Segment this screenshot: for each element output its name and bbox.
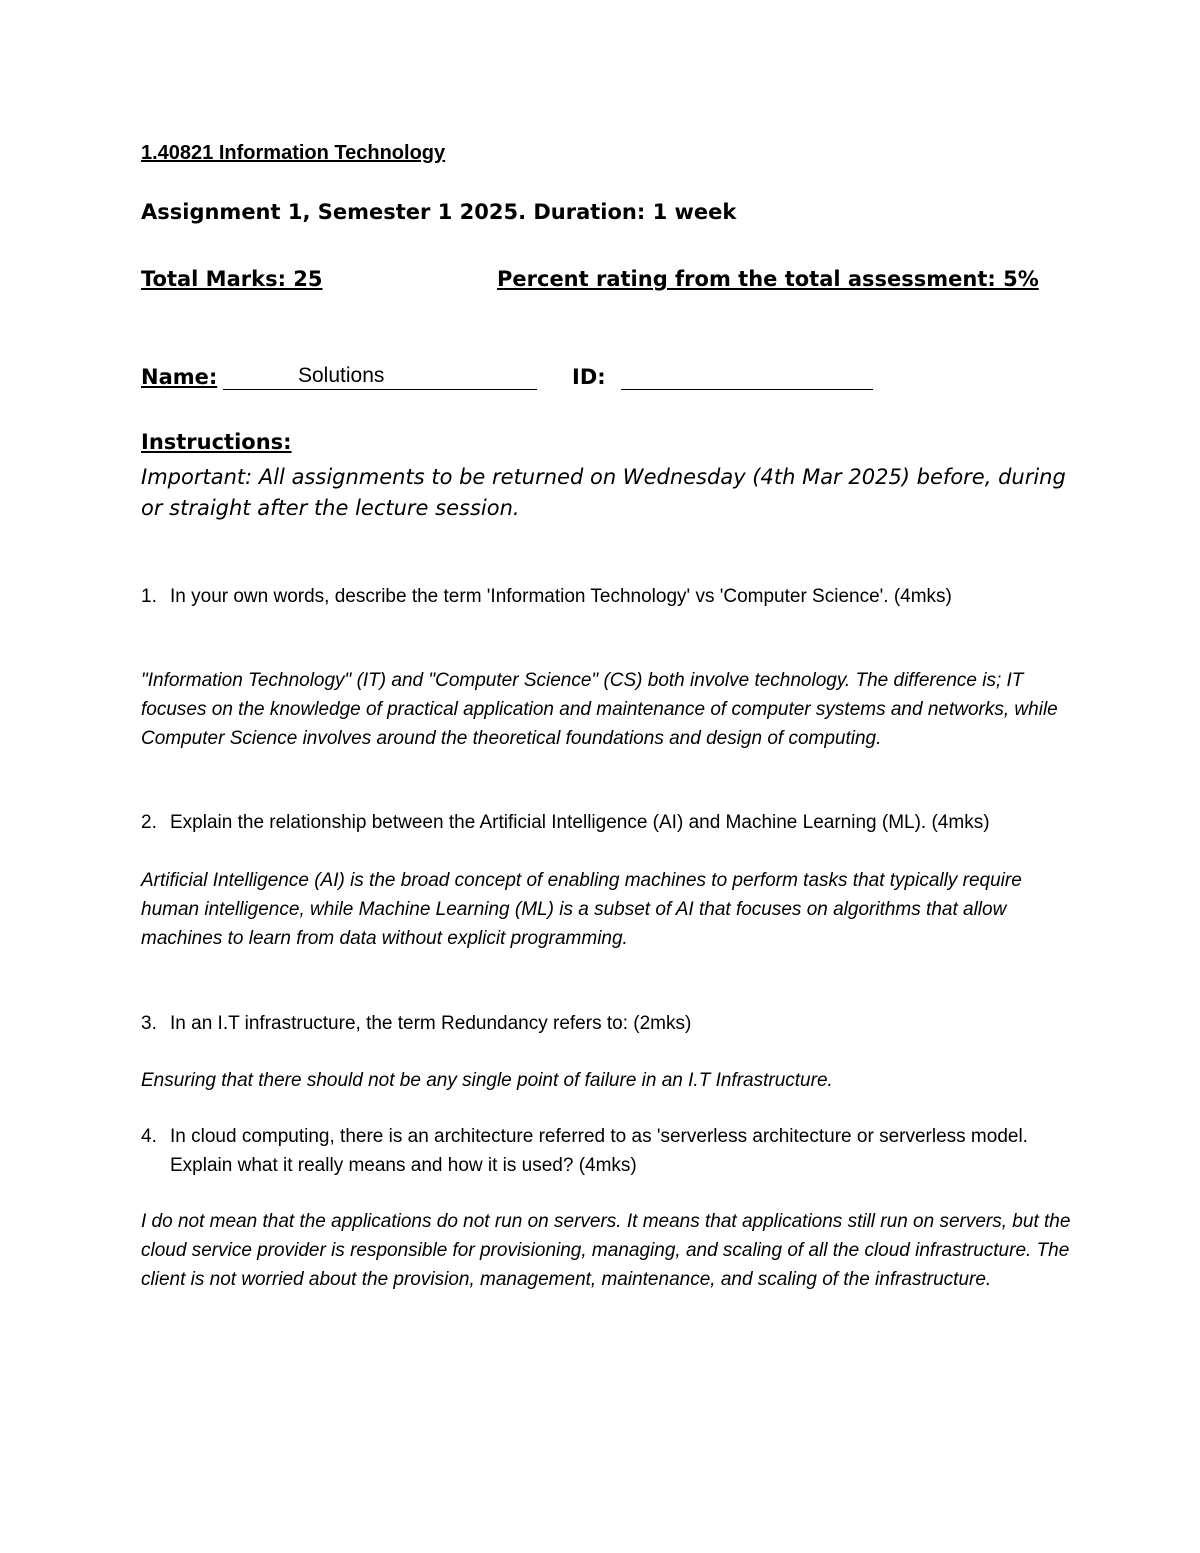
assignment-line: Assignment 1, Semester 1 2025. Duration: 1 week: [141, 200, 737, 224]
instructions-heading: Instructions:: [141, 430, 292, 454]
total-marks: Total Marks: 25: [141, 267, 323, 291]
name-label: Name:: [141, 365, 218, 389]
id-label: ID:: [572, 365, 606, 389]
question-1: [141, 582, 1071, 611]
answer-4: I do not mean that the applications do not run on servers. It means that applications still run on servers, but the cloud service provider is responsible for provisioning, managing, and scaling of all the cloud infrastructure. The client is not worried about the provision, management, maintenance, and scaling of the infrastructure.: [141, 1211, 1071, 1290]
question-text: In cloud computing, there is an architecture referred to as 'serverless architecture or serverless model. Explain what it really means and how it is used? (4mks): [170, 1126, 1028, 1176]
instructions-important: Important: All assignments to be returned on Wednesday (4th Mar 2025) before, during or straight after the lecture session.: [141, 465, 1066, 520]
question-number: 4.: [141, 1126, 157, 1147]
question-number: 1.: [141, 586, 157, 607]
answer-2: Artificial Intelligence (AI) is the broad concept of enabling machines to perform tasks that typically require human intelligence, while Machine Learning (ML) is a subset of AI that focuses on algorithms that allow machines to learn from data without explicit programming.: [141, 870, 1022, 949]
question-text: In your own words, describe the term 'Information Technology' vs 'Computer Science'. (4mks): [170, 586, 952, 607]
id-underline: [621, 389, 873, 390]
question-text: Explain the relationship between the Artificial Intelligence (AI) and Machine Learning (ML). (4mks): [170, 812, 990, 833]
course-title: 1.40821 Information Technology: [141, 142, 446, 164]
question-number: 2.: [141, 812, 157, 833]
name-underline: [223, 389, 537, 390]
answer-1: "Information Technology" (IT) and "Computer Science" (CS) both involve technology. The difference is; IT focuses on the knowledge of practical application and maintenance of computer systems and networks, while Computer Science involves around the theoretical foundations and design of computing.: [141, 670, 1058, 749]
question-3: [141, 1009, 1071, 1038]
question-4: [141, 1122, 1071, 1180]
question-2: [141, 808, 1071, 837]
question-number: 3.: [141, 1013, 157, 1034]
percent-rating: Percent rating from the total assessment: 5%: [497, 267, 1039, 291]
name-value: Solutions: [298, 364, 385, 387]
question-text: In an I.T infrastructure, the term Redundancy refers to: (2mks): [170, 1013, 692, 1034]
answer-3: Ensuring that there should not be any single point of failure in an I.T Infrastructure.: [141, 1070, 833, 1091]
